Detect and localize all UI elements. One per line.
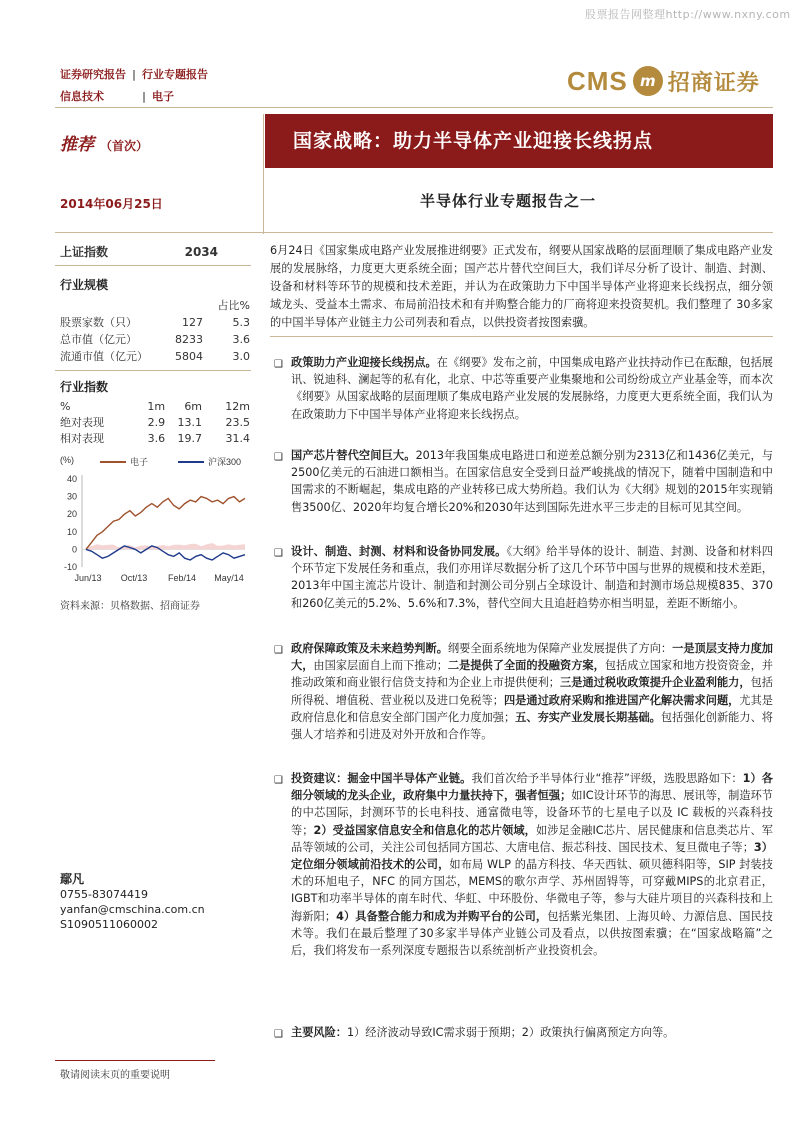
bullet-substitution: ❑ 国产芯片替代空间巨大。2013年我国集成电路进口和逆差总额分别为2313亿和1436亿美元，与2500亿美元的石油进口额相当。在国家信息安全受到日益严峻挑战的情况下，随着中国制造和中国需求的不断崛起，集成电路的产业转移已成大势所趋。我们认为《大纲》规划的2015年实现销售3500亿、2020年均复合增长20%和2030年达到国际先进水平三步走的目标可见其空间。 [274,449,773,514]
y-tick-label: 0 [71,544,77,555]
industry-scale [60,276,250,365]
bullet-text-part: 包括强化创新能力、将强人才培养和引进及对外开放和合作等。 [291,710,773,742]
industry-index [60,378,250,447]
legend-label-electronics: 电子 [130,457,149,467]
header-sector-line [60,88,174,104]
bullet-text-part: 由国家层面自上而下推动； [313,659,448,673]
divider [55,265,251,266]
y-tick-label: 30 [66,491,77,502]
analyst-phone: 0755-83074419 [60,888,148,901]
share-header: 占比% [217,299,250,312]
checkbox-bullet-icon: ❑ [274,359,283,370]
rating-note: （首次） [100,139,149,153]
checkbox-bullet-icon: ❑ [274,775,283,786]
table-row: 相对表现 3.6 19.7 31.4 [60,432,250,445]
bullet-text-part: 二是提供了全面的投融资方案， [447,659,605,673]
x-tick-label: Jun/13 [74,573,102,583]
market-index [60,244,250,261]
bullet-text-part: 包括成立国家和地方投资资金，并推动政策和商业银行信贷支持和为企业上市提供便利； [291,659,773,690]
bullet-text-part: 包括紫光集团、上海贝岭、力源信息、国民技术等。我们在最后整理了30多家半导体产业链公司及看点，以供按图索骥；在“国家战略篇”之后，我们将发布一系列深度专题报告以系统剖析产业投资机会。 [291,909,773,958]
analyst-cert: S1090511060002 [60,918,158,931]
x-tick-label: May/14 [214,573,244,583]
bullet-text-part: 如布局 WLP 的晶方科技、华天西钛、硕贝德科阳等，SIP 封装技术的环旭电子，NFC 的同方国芯，MEMS的歌尔声学、苏州固锝等，可穿戴MIPS的北京君正，IGBT和功率半导体的南车时代、华虹、中环股份、华微电子等，参与大硅片项目的兴森科技和上海新阳； [291,858,773,923]
index-label: 上证指数 [60,245,109,259]
y-tick-label: 20 [66,509,77,520]
separator: | [142,90,147,103]
bullet-text-part: 一是顶层支持力度加大， [291,642,773,673]
header-report-line [60,66,208,82]
bullet-text-part: 五、夯实产业发展长期基础。 [515,710,661,724]
y-tick-label: -10 [63,562,77,572]
title-bar [265,114,773,168]
series-line-electronics [86,497,245,550]
relative-performance-area [86,543,245,549]
y-tick-label: 40 [66,474,77,484]
logo-latin: CMS [567,65,628,96]
footer-divider [55,1060,215,1061]
bullet-text-part: 三是通过税收政策提升企业盈利能力， [560,676,751,690]
bullet-text-part: 2）受益国家信息安全和信息化的芯片领域， [313,823,536,837]
logo-mark-icon: m [633,66,663,96]
report-subtitle: 半导体行业专题报告之一 [420,192,597,210]
y-axis-label: (%) [60,455,74,465]
index-performance-chart [60,453,255,586]
table-header: % 1m 6m 12m [60,400,250,413]
rating-label: 推荐 [60,135,94,155]
bullet-policy: ❑ 政策助力产业迎接长线拐点。在《纲要》发布之前，中国集成电路产业扶持动作已在酝酿，包括展讯、锐迪科、澜起等的私有化，北京、中芯等重要产业集聚地和公司纷纷成立产业基金等，而本次《纲要》从国家战略的层面理顺了集成电路产业发展的发展脉络，力度更大更系统全面，我们认为在政策助力下中国半导体产业将迎来长线拐点。 [274,356,773,421]
industry-index-title: 行业指数 [60,380,109,394]
bullet-government: ❑ 政府保障政策及未来趋势判断。纲要全面系统地为保障产业发展提供了方向：一是顶层支持力度加大，由国家层面自上而下推动；二是提供了全面的投融资方案，包括成立国家和地方投资资金，并推动政策和商业银行信贷支持和为企业上市提供便利；三是通过税收政策提升企业盈利能力，包括所得税、增值税、营业税以及进口免税等；四是通过政府采购和推进国产化解决需求问题，尤其是政府信息化和信息安全部门国产化力度加强；五、夯实产业发展长期基础。包括强化创新能力、将强人才培养和引进及对外开放和合作等。 [274,642,773,742]
separator: | [132,68,137,81]
logo-chinese: 招商证券 [667,70,760,96]
report-date: 2014年06月25日 [60,197,163,211]
analyst-name: 鄢凡 [60,872,85,886]
industry-scale-title: 行业规模 [60,278,109,292]
bullet-text-part: 纲要全面系统地为保障产业发展提供了方向： [447,642,673,655]
bullet-text-part: 包括所得税、增值税、营业税以及进口免税等； [291,676,773,707]
table-row: 绝对表现 2.9 13.1 23.5 [60,416,250,429]
checkbox-bullet-icon: ❑ [274,645,283,656]
bullet-text-part: 如IC设计环节的海思、展讯等，制造环节的中芯国际，封测环节的长电科技、通富微电等，设备环节的七星电子以及 IC 载板的兴森科技等； [291,789,773,837]
checkbox-bullet-icon: ❑ [274,548,283,559]
table-row: 流通市值（亿元） 5804 3.0 [60,350,250,363]
y-tick-label: 10 [66,526,77,537]
index-value: 2034 [184,245,218,259]
bullet-investment: ❑ 投资建议：掘金中国半导体产业链。我们首次给予半导体行业“推荐”评级，选股思路如下：1）各细分领域的龙头企业，政府集中力量扶持下，强者恒强；如IC设计环节的海思、展讯等，制造环节的中芯国际，封测环节的长电科技、通富微电等，设备环节的七星电子以及 IC 载板的兴森科技等；2）受益国家信息安全和信息化的芯片领域，如涉足金融IC芯片、居民健康和信息类芯片、军品等领域的公司，关注公司包括同方国芯、大唐电信、振芯科技、国民技术、复旦微电子等；3）定位细分领域前沿技术的公司，如布局 WLP 的晶方科技、华天西钛、硕贝德科阳等，SIP 封装技术的环旭电子，NFC 的同方国芯，MEMS的歌尔声学、苏州固锝等，可穿戴MIPS的北京君正，IGBT和功率半导体的南车时代、华虹、中环股份、华微电子等，参与大硅片项目的兴森科技和上海新阳；4）具备整合能力和成为并购平台的公司，包括紫光集团、上海贝岭、力源信息、国民技术等。我们在最后整理了30多家半导体产业链公司及看点，以供按图索骥；在“国家战略篇”之后，我们将发布一系列深度专题报告以系统剖析产业投资机会。 [274,772,773,958]
checkbox-bullet-icon: ❑ [274,1029,283,1040]
analyst-email: yanfan@cmschina.com.cn [60,903,205,916]
watermark-text: 股票报告网整理http://www.nxny.com [585,8,791,21]
bullet-text-part: 我们首次给予半导体行业“推荐”评级，选股思路如下： [471,772,743,785]
legend-label-hs300: 沪深300 [208,457,242,467]
subsector: 电子 [152,90,175,103]
section-divider [55,232,773,233]
bullet-text-part: 4）具备整合能力和成为并购平台的公司， [336,909,548,923]
bullet-body [291,772,773,957]
report-type: 证券研究报告 [60,68,126,81]
bullet-text-part: 1）各细分领域的龙头企业，政府集中力量扶持下，强者恒强； [291,772,773,803]
bullet-body [291,642,773,741]
footer-note: 敬请阅读末页的重要说明 [60,1070,170,1081]
bullet-text-part: 如涉足金融IC芯片、居民健康和信息类芯片、军品等领域的公司，关注公司包括同方国芯、大唐电信、振芯科技、国民技术、复旦微电子等； [291,823,773,854]
sector: 信息技术 [60,90,104,103]
report-category: 行业专题报告 [142,68,209,81]
divider [55,370,251,371]
bullet-text-part: 3）定位细分领域前沿技术的公司， [291,840,773,872]
bullet-collaboration: ❑ 设计、制造、封测、材料和设备协同发展。《大纲》给半导体的设计、制造、封测、设备和材料四个环节定下发展任务和重点，我们亦用详尽数据分析了这几个环节中国与世界的规模和技术差距，2013年中国主流芯片设计、制造和封测公司分别占全球设计、制造和封测市场总规模835、370和260亿美元的5.2%、5.6%和7.3%，替代空间大且追赶趋势亦相当明显，差距不断缩小。 [274,545,773,610]
chart-source: 资料来源：贝格数据、招商证券 [60,601,200,612]
table-row: 股票家数（只） 127 5.3 [60,316,250,329]
x-tick-label: Feb/14 [167,573,197,583]
x-tick-label: Oct/13 [120,573,148,583]
bullet-text-part: 四是通过政府采购和推进国产化解决需求问题， [503,693,740,707]
bullet-risk: ❑ 主要风险：1）经济波动导致IC需求弱于预期；2）政策执行偏离预定方向等。 [274,1024,773,1041]
header-divider [55,107,773,108]
report-title: 国家战略：助力半导体产业迎接长线拐点 [293,130,654,152]
bullet-text-part: 尤其是政府信息化和信息安全部门国产化力度加强； [291,693,773,724]
vertical-divider [263,114,264,234]
table-row: 总市值（亿元） 8233 3.6 [60,333,250,346]
analyst-info [60,872,205,932]
company-logo [567,64,760,98]
checkbox-bullet-icon: ❑ [274,452,283,463]
summary-paragraph: 6月24日《国家集成电路产业发展推进纲要》正式发布，纲要从国家战略的层面理顺了集成电路产业发展的发展脉络，力度更大更系统全面；国产芯片替代空间巨大，我们详尽分析了设计、制造、封测、设备和材料等环节的规模和技术差距，并认为在政策助力下中国半导体产业将迎来长线拐点，细分领域龙头、受益本土需求、布局前沿技术和有并购整合能力的厂商将迎来投资契机。我们整理了 30多家的中国半导体产业链主力公司列表和看点，以供投资者按图索骥。 [270,242,773,337]
rating [60,130,148,155]
